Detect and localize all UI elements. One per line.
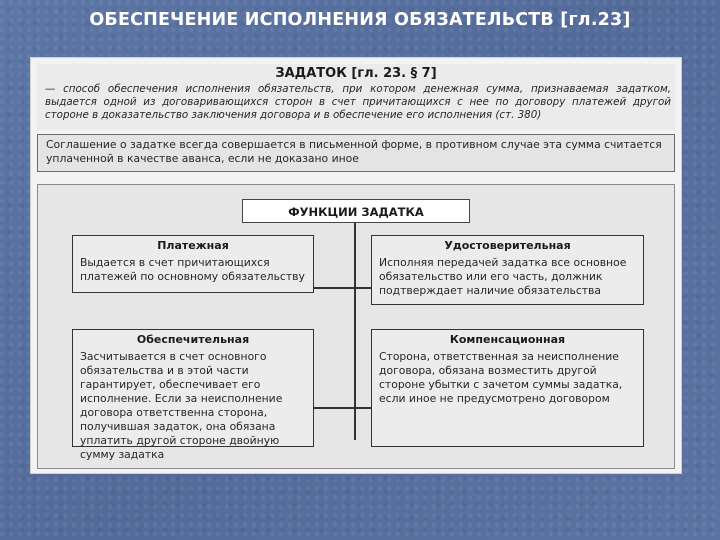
function-text-compensation: Сторона, ответственная за неисполнение договора, обязана возместить другой стороне убытки с зачетом суммы задатка, если иное не предусмотрено договором [379, 350, 623, 405]
agreement-note-box [37, 134, 675, 172]
zadatok-definition-block [37, 64, 675, 130]
function-title-securing: Обеспечительная [136, 333, 250, 346]
zadatok-definition: — способ обеспечения исполнения обязательств, при котором денежная сумма, признаваемая задатком, выдается одной из договаривающихся сторон в счет причитающихся с нее по договору платежей другой стороне в доказательство заключения договора и в обеспечение его исполнения (ст. 380) [45, 83, 671, 121]
function-title-payment: Платежная [157, 239, 229, 252]
function-title-certifying: Удостоверительная [444, 239, 571, 252]
functions-panel [37, 184, 675, 469]
agreement-note-text: Соглашение о задатке всегда совершается в письменной форме, в противном случае эта сумма считается уплаченной в качестве аванса, если не доказано иное [46, 138, 662, 165]
function-box-certifying [371, 235, 644, 305]
function-box-compensation [371, 329, 644, 447]
functions-header: ФУНКЦИИ ЗАДАТКА [242, 199, 470, 223]
function-title-compensation: Компенсационная [449, 333, 566, 346]
function-box-securing [72, 329, 314, 461]
scanned-diagram [30, 57, 682, 474]
function-text-certifying: Исполняя передачей задатка все основное обязательство или его часть, должник подтверждает наличие обязательства [379, 256, 627, 297]
function-text-payment: Выдается в счет причитающихся платежей по основному обязательству [80, 256, 305, 283]
function-box-payment [72, 235, 314, 293]
slide-title: ОБЕСПЕЧЕНИЕ ИСПОЛНЕНИЯ ОБЯЗАТЕЛЬСТВ [гл.23] [89, 10, 631, 30]
zadatok-title: ЗАДАТОК [гл. 23. § 7] [275, 66, 437, 81]
function-text-securing: Засчитывается в счет основного обязательства и в этой части гарантирует, обеспечивает его исполнение. Если за неисполнение договора ответственна сторона, получившая задаток, она обязана уплатить другой стороне двойную сумму задатка [80, 350, 283, 461]
